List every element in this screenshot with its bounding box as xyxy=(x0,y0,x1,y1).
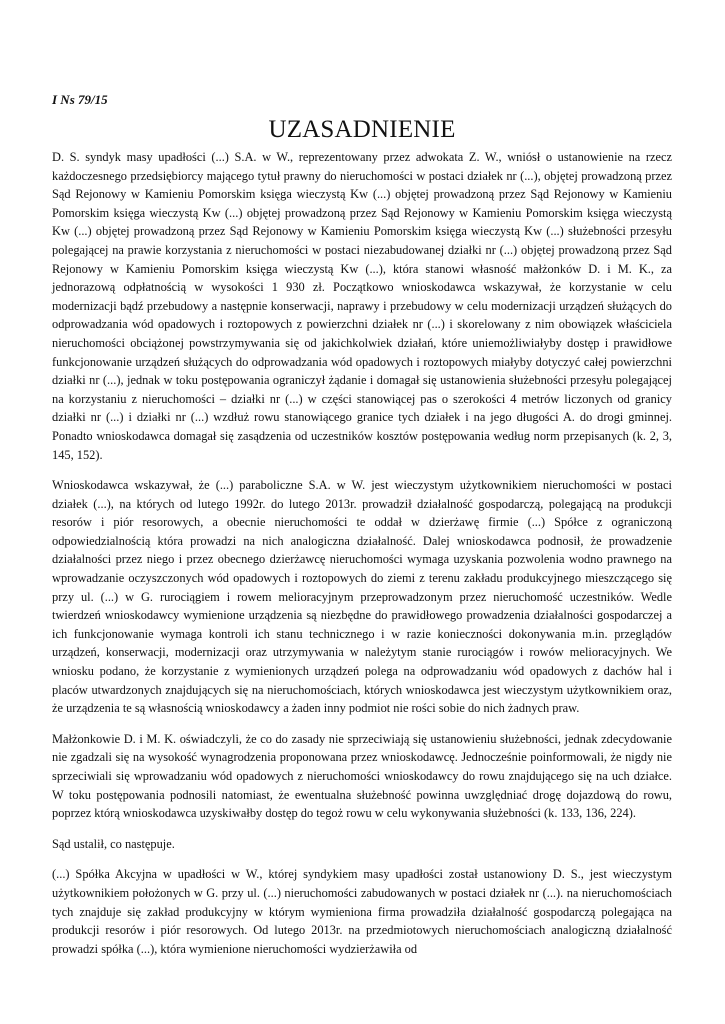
paragraph-court-findings-heading: Sąd ustalił, co następuje. xyxy=(52,836,175,851)
document-page xyxy=(52,92,672,970)
paragraph-findings: (...) Spółka Akcyjna w upadłości w W., której syndykiem masy upadłości został ustanowiony D. S., jest wieczystym użytkownikiem położonych w G. przy ul. (...) nieruchomości zabudowanych w postaci działek nr (...). na nieruchomościach tych znajduje się zakład produkcyjny w którym wymieniona firma prowadziła działalność gospodarczą polegająca na produkcji resorów i piór resorowych. Od lutego 2013r. na przedmiotowych nieruchomościach analogiczną działalność prowadzi spółka (...), która wymienione nieruchomości wydzierżawiła od xyxy=(52,867,672,956)
paragraph-applicant-claims: Wnioskodawca wskazywał, że (...) paraboliczne S.A. w W. jest wieczystym użytkownikiem nieruchomości w postaci działek (...), na których od lutego 1992r. do lutego 2013r. prowadził działalność gospodarczą, polegającą na produkcji resorów i piór resorowych, a obecnie nieruchomości te oddał w dzierżawę firmie (...) Spółce z ograniczoną odpowiedzialnością która prowadzi na nich analogiczna działalność. Dalej wnioskodawca podnosił, że prowadzenie działalności przez niego i przez obecnego dzierżawcę nieruchomości wymaga uzyskania pozwolenia wodno prawnego na wprowadzanie oczyszczonych wód opadowych i roztopowych do ziemi z terenu zakładu produkcyjnego mieszczącego się przy ul. (...) w G. rurociągiem i rowem melioracyjnym przeprowadzonym przez nieruchomość uczestników. Wedle twierdzeń wnioskodawcy wymienione urządzenia są niezbędne do prawidłowego prowadzenia działalności gospodarczej a ich funkcjonowanie wymaga kontroli ich stanu technicznego i w razie konieczności dokonywania m.in. przeglądów urządzeń, konserwacji, modernizacji oraz utrzymywania w należytym stanie rurociągów i rowów melioracyjnych. We wniosku podano, że korzystanie z wymienionych urządzeń polega na odprowadzaniu wód opadowych z dachów hal i placów utwardzonych znajdujących się na nieruchomościach, których wnioskodawca jest wieczystym użytkownikiem oraz, że urządzenia te są własnością wnioskodawcy a żaden inny podmiot nie rości sobie do nich żadnych praw. xyxy=(52,478,672,716)
paragraph-motion: D. S. syndyk masy upadłości (...) S.A. w W., reprezentowany przez adwokata Z. W., wniósł o ustanowienie na rzecz każdoczesnego przedsiębiorcy mającego tytuł prawny do nieruchomości w postaci działek nr (...), objętej prowadzoną przez Sąd Rejonowy w Kamieniu Pomorskim księga wieczystą Kw (...) objętej prowadzoną przez Sąd Rejonowy w Kamieniu Pomorskim księga wieczystą Kw (...) objętej prowadzoną przez Sąd Rejonowy w Kamieniu Pomorskim księga wieczystą Kw (...) objętej prowadzoną przez Sąd Rejonowy w Kamieniu Pomorskim księga wieczystą Kw (...) służebności przesyłu polegającej na prawie korzystania z nieruchomości w postaci niezabudowanej działki nr (...) objętej prowadzoną przez Sąd Rejonowy w Kamieniu Pomorskim księga wieczystą Kw (...), która stanowi własność małżonków D. i M. K., za jednorazową odpłatnością w wysokości 1 930 zł. Początkowo wnioskodawca wskazywał, że korzystanie w celu modernizacji bądź przebudowy a następnie konserwacji, naprawy i przebudowy w celu modernizacji urządzeń służących do odprowadzania wód opadowych i roztopowych z powierzchni działek nr (...) i skorelowany z nim obowiązek właściciela nieruchomości obciążonej powstrzymywania się od jakichkolwiek działań, które uniemożliwiałyby dostęp i prawidłowe funkcjonowanie urządzeń służących do odprowadzania wód opadowych i roztopowych miałyby dotyczyć całej powierzchni działki nr (...), jednak w toku postępowania ograniczył żądanie i domagał się ustanowienia służebności przesyłu polegającej na korzystaniu z nieruchomości – działki nr (...) w części stanowiącej pas o szerokości 4 metrów liczonych od granicy działki nr (...) i działki nr (...) wzdłuż rowu stanowiącego granice tych działek i na jego długości A. do drogi gminnej. Ponadto wnioskodawca domagał się zasądzenia od uczestników kosztów postępowania według norm przepisanych (k. 2, 3, 145, 152). xyxy=(52,150,672,462)
paragraph-participants-response: Małżonkowie D. i M. K. oświadczyli, że co do zasady nie sprzeciwiają się ustanowieniu służebności, jednak zdecydowanie nie zgadzali się na wysokość wynagrodzenia proponowana przez wnioskodawcę. Jednocześnie poinformowali, że nigdy nie sprzeciwiali się wprowadzaniu wód opadowych z nieruchomości wnioskodawcy do rowu znajdującego się na uch działce. W toku postępowania podnosili natomiast, że ewentualna służebność powinna uwzględniać drogę dojazdową do rowu, poprzez którą wnioskodawca uzyskiwałby dostęp do tegoż rowu w celu wykonywania służebności (k. 133, 136, 224). xyxy=(52,731,672,821)
document-title: UZASADNIENIE xyxy=(268,116,456,143)
case-number: I Ns 79/15 xyxy=(52,92,108,107)
